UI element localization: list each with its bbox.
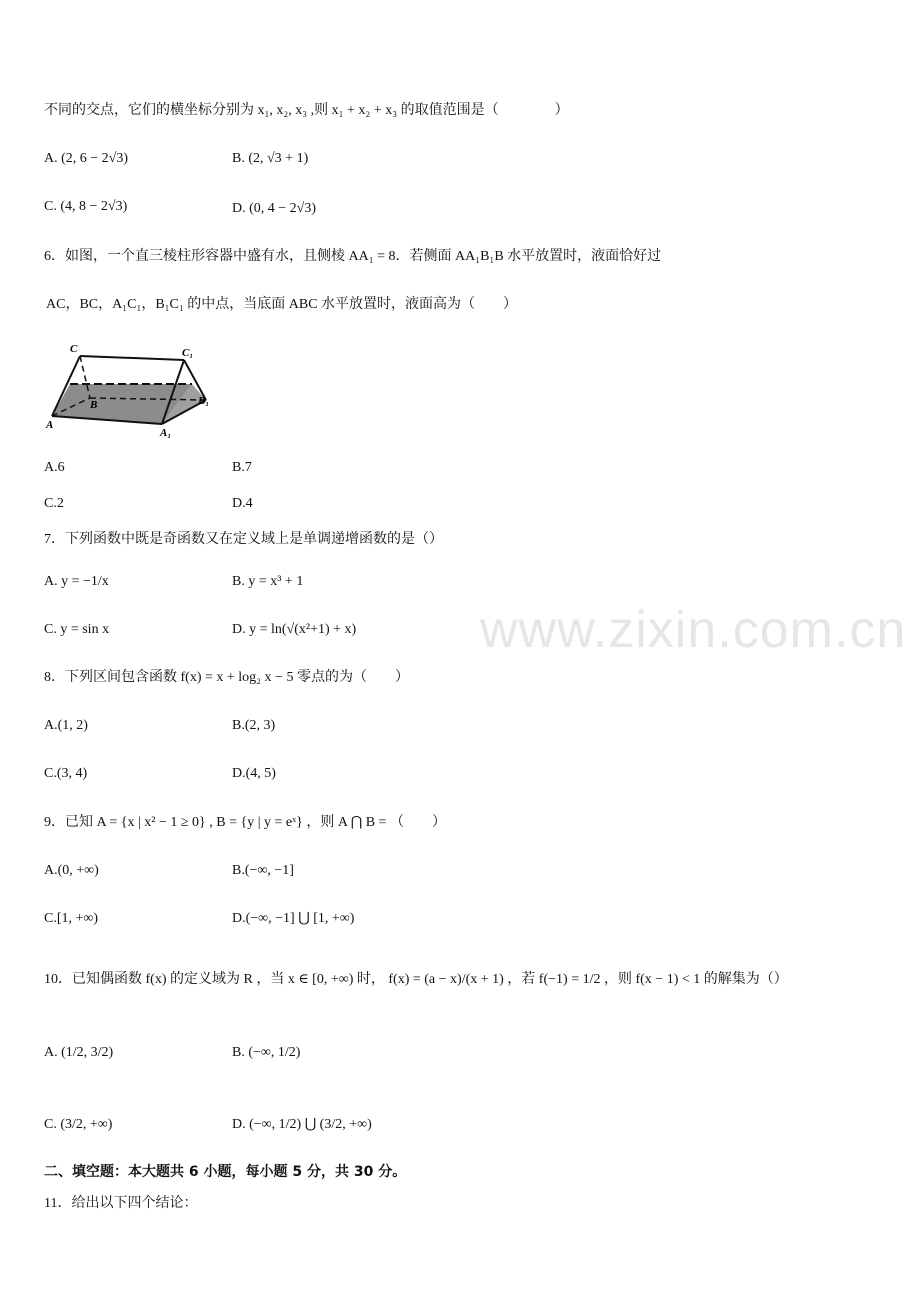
q6-option-a: A.6 [44,460,65,475]
q8-stem: 8．下列区间包含函数 f(x) = x + log₂ x − 5 零点的为（ ） [44,670,409,685]
label-c: C [70,343,78,355]
edge-c-c1 [80,356,184,360]
label-b: B [90,399,98,411]
label-a1: A₁ [160,427,172,439]
q8-option-a: A.(1, 2) [44,718,88,733]
q5-option-c: C. (4, 8 − 2√3) [44,199,128,214]
q7-option-b: B. y = x³ + 1 [232,574,304,589]
q7-stem: 7．下列函数中既是奇函数又在定义域上是单调递增函数的是（） [44,532,443,547]
q8-option-c: C.(3, 4) [44,766,88,781]
q7-option-a: A. y = −1/x [44,574,109,589]
q6-option-d: D.4 [232,496,253,511]
q5-option-b: B. (2, √3 + 1) [232,151,309,166]
watermark: www.zixin.com.cn [480,601,907,659]
q7-option-c: C. y = sin x [44,622,110,637]
q7-option-d: D. y = ln(√(x²+1) + x) [232,622,357,637]
label-c1: C₁ [182,347,194,359]
section-2-heading: 二、填空题：本大题共 6 小题，每小题 5 分，共 30 分。 [44,1164,407,1180]
q6-option-c: C.2 [44,496,64,511]
q5-stem: 不同的交点，它们的横坐标分别为 x₁, x₂, x₃ ,则 x₁ + x₂ + x₃ 的取值范围是（ ） [44,103,569,118]
q9-option-a: A.(0, +∞) [44,863,99,878]
q11-stem: 11．给出以下四个结论： [44,1196,198,1211]
label-a: A [46,419,54,431]
q9-option-b: B.(−∞, −1] [232,863,294,878]
q10-option-d: D. (−∞, 1/2) ⋃ (3/2, +∞) [232,1117,372,1132]
q6-stem-line2: AC，BC，A₁C₁，B₁C₁ 的中点，当底面 ABC 水平放置时，液面高为（ ） [46,297,518,312]
q10-stem: 10．已知偶函数 f(x) 的定义域为 R ，当 x ∈ [0, +∞) 时， f(x) = (a − x)/(x + 1) ，若 f(−1) = 1/2 ，则 f(x − 1) < 1 的解集为（） [44,972,788,987]
q6-stem-line1: 6．如图，一个直三棱柱形容器中盛有水，且侧棱 AA₁ = 8．若侧面 AA₁B₁B 水平放置时，液面恰好过 [44,249,662,264]
q8-option-b: B.(2, 3) [232,718,276,733]
q5-option-a: A. (2, 6 − 2√3) [44,151,129,166]
label-b1: B₁ [198,395,210,407]
q5-option-d: D. (0, 4 − 2√3) [232,201,317,216]
q6-option-b: B.7 [232,460,252,475]
q10-option-b: B. (−∞, 1/2) [232,1045,301,1060]
q10-option-a: A. (1/2, 3/2) [44,1045,114,1060]
q9-option-d: D.(−∞, −1] ⋃ [1, +∞) [232,911,355,926]
prism-figure [44,340,234,440]
q9-option-c: C.[1, +∞) [44,911,99,926]
q8-option-d: D.(4, 5) [232,766,276,781]
q10-option-c: C. (3/2, +∞) [44,1117,113,1132]
q9-stem: 9．已知 A = {x | x² − 1 ≥ 0} , B = {y | y = eˣ} ，则 A ⋂ B = （ ） [44,815,446,830]
